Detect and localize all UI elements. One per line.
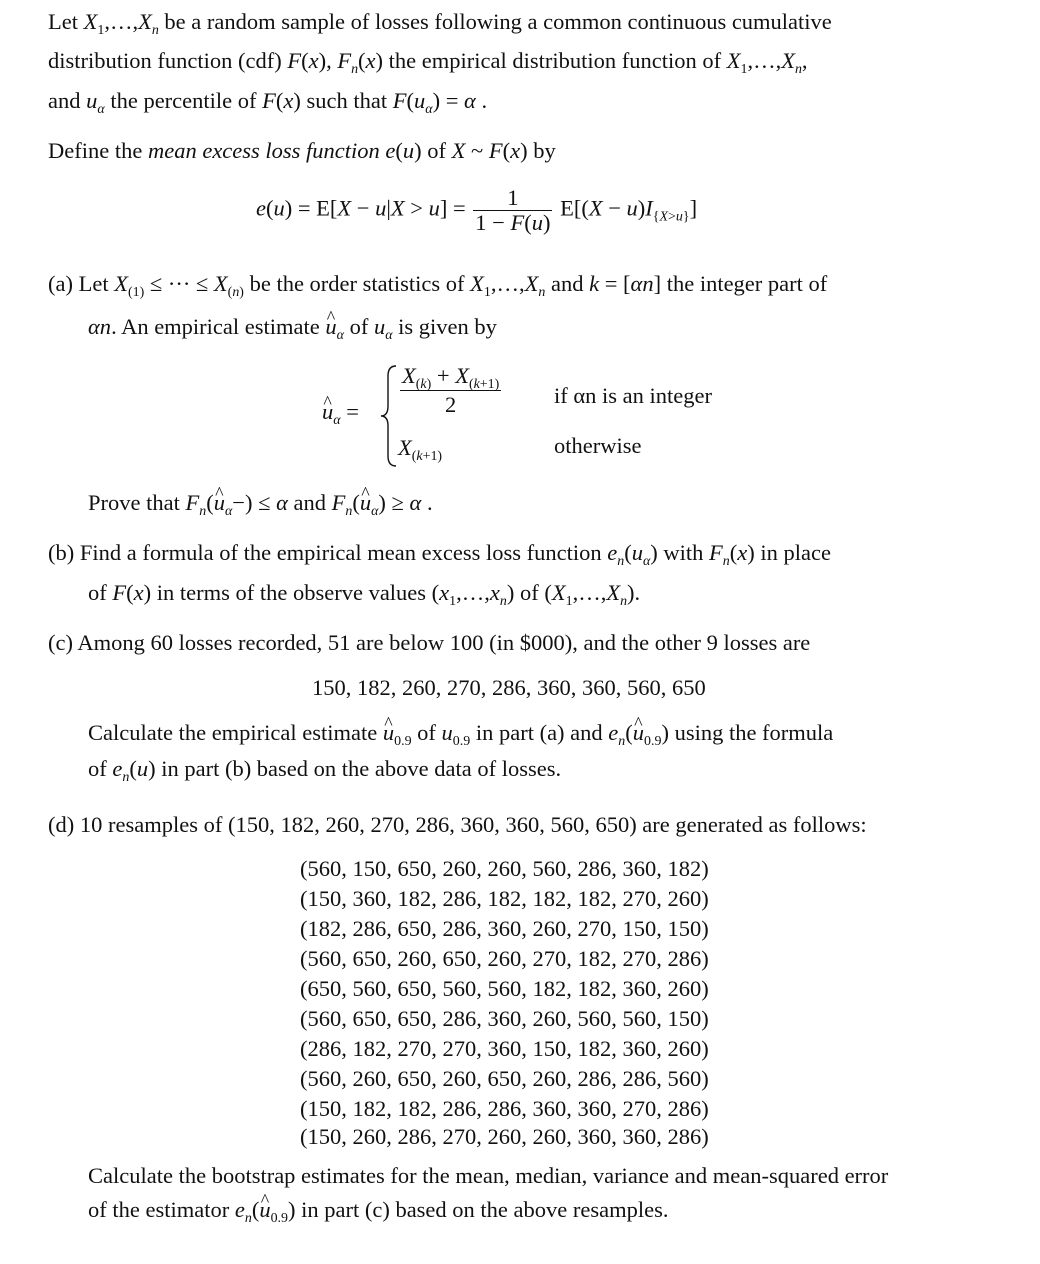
part-c-line-4: of $e_n(u)$ in part (b) based on the above data of losses. [88, 756, 562, 785]
part-b-line-1: (b) Find a formula of the empirical mean excess loss function $e_n(u_\alpha)$ with $F_n(x)$ in place [48, 540, 831, 569]
piecewise-estimator: ^ $u_\alpha$ = $\frac{X_{(k)} + X_{(k+1)}}{2}$ $X_{(k+1)}$ if αn is an integer otherwise [322, 362, 762, 470]
resample-row: (560, 650, 650, 286, 360, 260, 560, 560, 150) [300, 1006, 709, 1031]
resample-row: (150, 182, 182, 286, 286, 360, 360, 270, 286) [300, 1096, 709, 1121]
part-d-line-2: Calculate the bootstrap estimates for the mean, median, variance and mean-squared error [88, 1163, 889, 1188]
definition-line: Define the mean excess loss function e(u) of X ~ F(x) by [48, 138, 556, 163]
resample-row: (182, 286, 650, 286, 360, 260, 270, 150, 150) [300, 916, 709, 941]
part-c-data: 150, 182, 260, 270, 286, 360, 360, 560, 650 [312, 675, 706, 700]
part-d-line-3: of the estimator $e_n(\^{}$ $u_{0.9}$) in part (c) based on the above resamples. [88, 1196, 668, 1224]
resample-row: (560, 150, 650, 260, 260, 560, 286, 360, 182) [300, 856, 709, 881]
part-a-line-2: αn. An empirical estimate ^ $u_\alpha$ of $u_\alpha$ is given by [88, 313, 497, 341]
resample-row: (560, 650, 260, 650, 260, 270, 182, 270, 286) [300, 946, 709, 971]
resample-row: (150, 260, 286, 270, 260, 260, 360, 360, 286) [300, 1124, 709, 1149]
part-c-line-3: Calculate the empirical estimate ^ $u_{0.9}$ of $u_{0.9}$ in part (a) and $e_n(\^{}$ $u_{0.9}$) using the formula [88, 719, 833, 747]
part-a-prove: Prove that $F_n(\^{}$ $u_\alpha-) \le \alpha$ and $F_n(\^{}$ $u_\alpha) \ge \alpha$ . [88, 489, 433, 517]
left-brace [380, 364, 400, 468]
part-a-line-1: (a) Let $X_{(1)}$ ≤ ··· ≤ $X_{(n)}$ be the order statistics of $X_1,\dots,X_n$ and k = [αn] the integer part of [48, 271, 828, 300]
part-d-line-1: (d) 10 resamples of (150, 182, 260, 270, 286, 360, 360, 560, 650) are generated as follows: [48, 812, 867, 837]
intro-line-2: distribution function (cdf) F(x), $F_n(x)$ the empirical distribution function of $X_1,\dots,X_n$, [48, 48, 808, 77]
intro-line-1: Let $X_1,\dots,X_n$ be a random sample of losses following a common continuous cumulative [48, 9, 832, 38]
mean-excess-formula: e(u) = E[X − u|X > u] = $\frac{1}{1 - F(u)}$ $E[(X - u)I_{\{X>u\}}]$ [256, 185, 698, 235]
resample-row: (286, 182, 270, 270, 360, 150, 182, 360, 260) [300, 1036, 709, 1061]
intro-line-3: and $u_\alpha$ the percentile of F(x) such that $F(u_\alpha) = \alpha$ . [48, 88, 488, 117]
resample-row: (560, 260, 650, 260, 650, 260, 286, 286, 560) [300, 1066, 709, 1091]
resample-row: (150, 360, 182, 286, 182, 182, 182, 270, 260) [300, 886, 709, 911]
part-b-line-2: of F(x) in terms of the observe values $(x_1,\dots,x_n)$ of $(X_1,\dots,X_n)$. [88, 580, 641, 609]
resample-row: (650, 560, 650, 560, 560, 182, 182, 360, 260) [300, 976, 709, 1001]
part-c-line-1: (c) Among 60 losses recorded, 51 are below 100 (in $000), and the other 9 losses are [48, 630, 811, 655]
